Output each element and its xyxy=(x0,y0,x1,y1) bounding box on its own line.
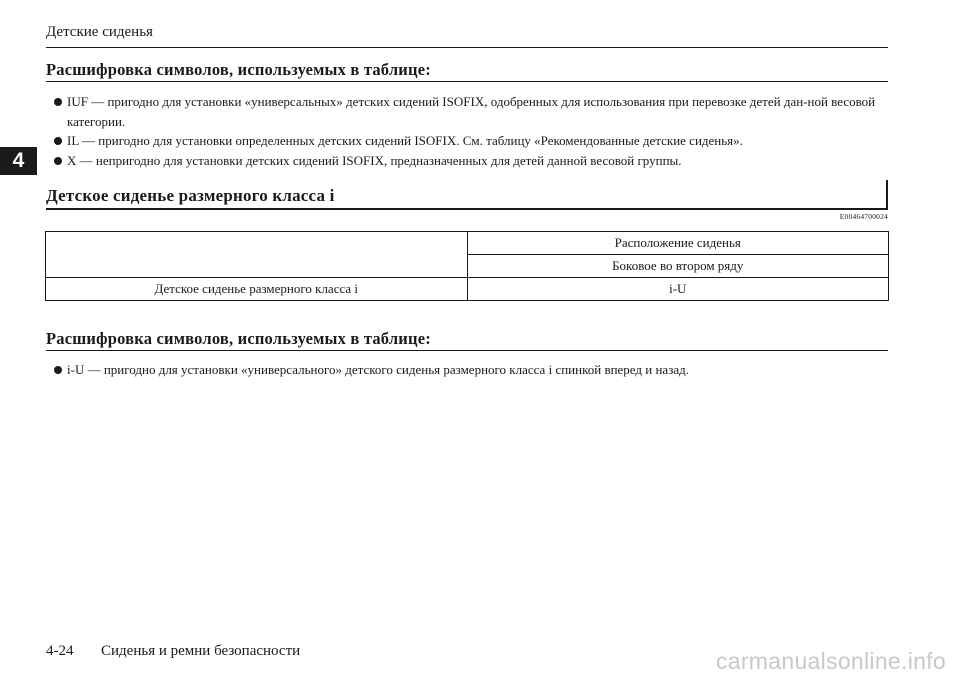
legend-item xyxy=(54,360,888,380)
page-number: 4-24 xyxy=(46,643,74,659)
legend-rule-1 xyxy=(46,81,888,82)
table-cell-value: i-U xyxy=(467,278,889,301)
bullet-icon xyxy=(54,98,62,106)
footer-chapter-title: Сиденья и ремни безопасности xyxy=(101,643,301,659)
legend-heading-1: Расшифровка символов, используемых в таблице: xyxy=(46,60,431,79)
table-row xyxy=(46,232,889,255)
legend-list-1 xyxy=(54,92,888,170)
legend-item xyxy=(54,92,888,131)
watermark-text: carmanualsonline.info xyxy=(715,648,946,674)
document-code: E00464700024 xyxy=(839,212,888,221)
chapter-tab: 4 xyxy=(0,147,37,175)
legend-item-text: X — непригодно для установки детских сидений ISOFIX, предназначенных для детей данной весовой группы. xyxy=(67,152,682,168)
table-row-label: Детское сиденье размерного класса i xyxy=(46,278,468,301)
table-empty-cell xyxy=(46,232,468,278)
legend-heading-2: Расшифровка символов, используемых в таблице: xyxy=(46,329,431,348)
running-header: Детские сиденья xyxy=(46,24,153,40)
table-row xyxy=(46,278,889,301)
legend-item-text: i-U — пригодно для установки «универсального» детского сиденья размерного класса i спинкой вперед и назад. xyxy=(67,362,689,377)
seat-table xyxy=(45,231,889,301)
table-header-side-second-row: Боковое во втором ряду xyxy=(467,255,889,278)
legend-item xyxy=(54,131,888,151)
bullet-icon xyxy=(54,157,62,165)
section-heading: Детское сиденье размерного класса i xyxy=(46,186,335,205)
legend-item-text: IUF — пригодно для установки «универсальных» детских сидений ISOFIX, одобренных для использования при перевозке детей дан-ной весовой категории. xyxy=(67,94,876,129)
bullet-icon xyxy=(54,137,62,145)
header-rule xyxy=(46,47,888,48)
bullet-icon xyxy=(54,366,62,374)
legend-rule-2 xyxy=(46,350,888,351)
table-header-position: Расположение сиденья xyxy=(467,232,889,255)
legend-list-2 xyxy=(54,360,888,380)
section-heading-box xyxy=(46,180,888,210)
legend-item-text: IL — пригодно для установки определенных детских сидений ISOFIX. См. таблицу «Рекомендованные детские сиденья». xyxy=(67,133,743,148)
legend-item xyxy=(54,151,888,171)
